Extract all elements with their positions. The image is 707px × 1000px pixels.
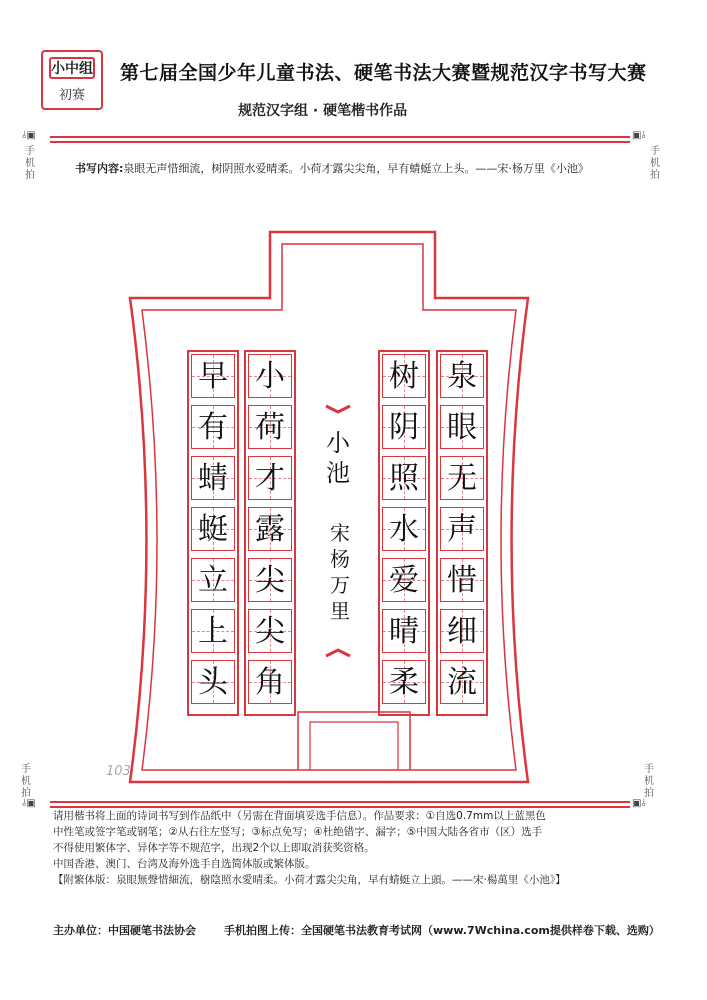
poem-char: 才 [255,461,285,496]
poem-char: 爱 [389,563,419,598]
grid-cell [440,456,484,500]
instruction-line: 中性笔或签字笔或钢笔；②从右往左竖写；③标点免写；④杜绝错字、漏字；⑤中国大陆各省市（区）选手 [53,826,543,838]
grid-cell [191,507,235,551]
instruction-line: 中国香港、澳门、台湾及海外选手自选简体版或繁体版。 [53,858,316,870]
organizer: 主办单位：中国硬笔书法协会 [53,924,196,937]
instruction-line: 请用楷书将上面的诗词书写到作品纸中（另需在背面填妥选手信息）。作品要求：①自选0.7mm以上蓝黑色 [53,810,546,822]
grid-cell [440,660,484,704]
grid-cell [382,609,426,653]
poem-char: 荷 [255,410,285,445]
poem-author-char: 里 [330,599,350,623]
poem-char: 惜 [447,563,477,598]
instruction-line: 【附繁体版：泉眼無聲惜細流，樹陰照水愛晴柔。小荷才露尖尖角，早有蜻蜓立上頭。——宋·楊萬里《小池》】 [53,874,566,886]
poem-char: 照 [389,461,419,496]
camera-label-top-left: 手机拍 [25,146,35,181]
poem-column-2 [378,350,430,716]
grid-cell [191,456,235,500]
writing-content-label: 书写内容: [75,162,124,175]
badge-group-label: 小中组 [49,57,95,79]
poem-char: 蜓 [198,512,228,547]
badge-round-label: 初赛 [58,88,85,103]
camera-marker-icon: ⫰▣ [22,798,36,809]
grid-cell [440,405,484,449]
camera-marker-icon: ⫰▣ [22,130,36,141]
poem-char: 露 [255,512,285,547]
grid-cell [382,456,426,500]
grid-cell [382,405,426,449]
camera-label-bottom-left: 手机拍 [21,764,31,799]
poem-char: 上 [198,614,228,649]
grid-cell [382,507,426,551]
grid-cell [248,507,292,551]
grid-cell [191,558,235,602]
poem-author [325,520,355,624]
grid-cell [191,405,235,449]
grid-cell [248,354,292,398]
poem-column-3 [244,350,296,716]
page-subtitle: 规范汉字组 · 硬笔楷书作品 [238,103,408,119]
camera-label-top-right: 手机拍 [650,146,660,181]
poem-char: 声 [447,512,477,547]
poem-char: 尖 [255,563,285,598]
instructions [53,808,653,888]
poem-char: 有 [198,410,228,445]
grid-cell [440,609,484,653]
poem-char: 蜻 [198,461,228,496]
poem-char: 眼 [447,410,477,445]
poem-char: 头 [198,665,228,700]
grid-cell [382,660,426,704]
instruction-line: 不得使用繁体字、异体字等不规范字，出现2个以上即取消获奖资格。 [53,842,375,854]
grid-cell [248,558,292,602]
poem-char: 泉 [447,359,477,394]
page-title: 第七届全国少年儿童书法、硬笔书法大赛暨规范汉字书写大赛 [120,62,647,84]
poem-title-char: 小 [326,429,350,457]
grid-cell [248,405,292,449]
poem-column-4 [187,350,239,716]
grid-cell [191,660,235,704]
poem-char: 柔 [389,665,419,700]
writing-content-text: 泉眼无声惜细流，树阴照水爱晴柔。小荷才露尖尖角，早有蜻蜓立上头。——宋·杨万里《小池》 [123,162,589,175]
poem-char: 树 [389,359,419,394]
grid-cell [440,354,484,398]
upload-info: 手机拍图上传：全国硬笔书法教育考试网（www.7Wchina.com提供样卷下载、选购） [224,924,660,937]
poem-char: 细 [447,614,477,649]
camera-marker-icon: ▣⫰ [632,798,646,809]
poem-author-char: 万 [330,573,350,597]
grid-cell [382,558,426,602]
poem-column-1 [436,350,488,716]
camera-label-bottom-right: 手机拍 [644,764,654,799]
margin-mark: 103 [106,764,131,779]
grid-cell [248,456,292,500]
grid-cell [191,354,235,398]
grid-cell [440,507,484,551]
camera-marker-icon: ▣⫰ [632,130,646,141]
poem-char: 流 [447,665,477,700]
poem-title-char: 池 [326,459,350,487]
poem-char: 角 [255,665,285,700]
poem-char: 水 [389,512,419,547]
poem-char: 早 [198,359,228,394]
poem-title [323,428,353,488]
grid-cell [191,609,235,653]
poem-author-char: 宋 [330,521,350,545]
poem-char: 无 [447,461,477,496]
poem-char: 立 [198,563,228,598]
poem-author-char: 杨 [330,547,350,571]
poem-char: 尖 [255,614,285,649]
poem-char: 小 [255,359,285,394]
grid-cell [248,660,292,704]
grid-cell [248,609,292,653]
poem-char: 晴 [389,614,419,649]
grid-cell [382,354,426,398]
poem-char: 阴 [389,410,419,445]
bottom-rule-1 [50,801,630,803]
grid-cell [440,558,484,602]
